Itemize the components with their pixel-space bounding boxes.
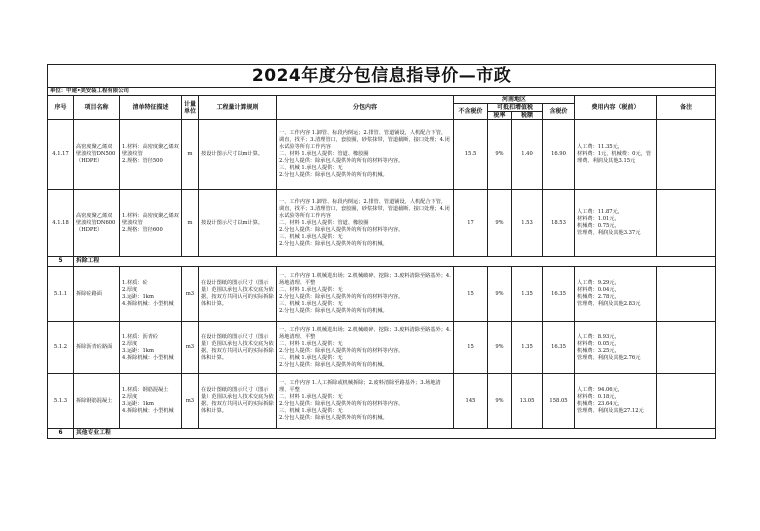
header-feature: 清单特征描述 bbox=[120, 96, 182, 120]
row-tax-rate: 9% bbox=[488, 267, 512, 322]
row-content: 一、工作内容 1.机械进出场；2.机械破碎、挖除；3.废料清除至路基外；4.场地清理、平整 二、材料 1.承包人提供：无 2.分包人提供：除承包人提供外的所有的材料等内容。 三、机械 1.承包人提供：无 2.分包人提供：除承包人提供外的所有的机械。 bbox=[277, 322, 454, 374]
section-row bbox=[48, 257, 716, 267]
row-rule: 在设计图纸的图示尺寸（图示量）范围以承包人技术交底为依据，按双方共同认可的实际拆除体积计算。 bbox=[199, 267, 277, 322]
row-remark bbox=[657, 120, 716, 190]
header-tax-amount: 税额 bbox=[512, 112, 543, 120]
row-incl-tax: 16.90 bbox=[543, 120, 575, 190]
row-unit: m3 bbox=[182, 374, 199, 429]
row-tax-amount: 1.35 bbox=[512, 322, 543, 374]
row-tax-amount: 13.05 bbox=[512, 374, 543, 429]
unit-label: 单位：中建•美安装工程有限公司 bbox=[48, 88, 716, 96]
price-table bbox=[47, 64, 716, 439]
header-region: 河南地区 bbox=[454, 96, 575, 104]
row-rule: 在设计图纸的图示尺寸（图示量）范围以承包人技术交底为依据，按双方共同认可的实际拆除体积计算。 bbox=[199, 322, 277, 374]
row-name: 拆除钢筋混凝土 bbox=[74, 374, 120, 429]
row-tax-rate: 9% bbox=[488, 374, 512, 429]
row-excl-tax: 145 bbox=[454, 374, 488, 429]
row-seq: 4.1.17 bbox=[48, 120, 74, 190]
row-remark bbox=[657, 267, 716, 322]
row-tax-rate: 9% bbox=[488, 190, 512, 257]
header-incl-tax: 含税价 bbox=[543, 104, 575, 120]
table-row bbox=[48, 267, 716, 322]
table-row bbox=[48, 322, 716, 374]
row-content: 一、工作内容 1.机械进出场；2.机械破碎、挖除；3.废料清除至路基外；4.场地清理、平整 二、材料 1.承包人提供：无 2.分包人提供：除承包人提供外的所有的材料等内容。 三、机械 1.承包人提供：无 2.分包人提供：除承包人提供外的所有的机械。 bbox=[277, 267, 454, 322]
row-remark bbox=[657, 374, 716, 429]
row-seq: 5.1.3 bbox=[48, 374, 74, 429]
section-number: 6 bbox=[48, 429, 74, 439]
header-tax-rate: 税率 bbox=[488, 112, 512, 120]
row-tax-rate: 9% bbox=[488, 322, 512, 374]
header-fee: 费用内容（税前） bbox=[575, 96, 657, 120]
row-incl-tax: 18.53 bbox=[543, 190, 575, 257]
row-name: 高密度聚乙烯双壁波纹管DN600（HDPE） bbox=[74, 190, 120, 257]
section-label: 其他专业工程 bbox=[74, 429, 716, 439]
row-rule: 在设计图纸的图示尺寸（图示量）范围以承包人技术交底为依据，按双方共同认可的实际拆除体积计算。 bbox=[199, 374, 277, 429]
row-feature: 1.材料：高密度聚乙烯双壁波纹管 2.规格：管径600 bbox=[120, 190, 182, 257]
row-remark bbox=[657, 190, 716, 257]
row-fee: 人工费：9.29元， 材料费：0.04元， 机械费：2.78元， 管理费、利润及其他2.83元 bbox=[575, 267, 657, 322]
table-row bbox=[48, 120, 716, 190]
row-tax-amount: 1.35 bbox=[512, 267, 543, 322]
table-row bbox=[48, 374, 716, 429]
row-unit: m3 bbox=[182, 267, 199, 322]
header-vat: 可抵扣增值税 bbox=[488, 104, 543, 112]
row-content: 一、工作内容 1.卸管、标段内倒运；2.排管、管道铺设，人机配合下管，调直，找平；3.清理管口，套胶圈，砂浆抹带，管道截断、接口处理；4.闭水试验等所有工作内容 二、材料 1.承包人提供：管道、橡胶圈 2.分包人提供：除承包人提供外的所有的材料等内容。 三、机械 1.承包人提供：无 2.分包人提供：除承包人提供外的所有的机械。 bbox=[277, 190, 454, 257]
row-remark bbox=[657, 322, 716, 374]
table-row bbox=[48, 190, 716, 257]
header-content: 分包内容 bbox=[277, 96, 454, 120]
row-tax-rate: 9% bbox=[488, 120, 512, 190]
row-excl-tax: 15 bbox=[454, 322, 488, 374]
row-feature: 1.材料：高密度聚乙烯双壁波纹管 2.规格：管径500 bbox=[120, 120, 182, 190]
row-fee: 人工费：94.06元， 材料费：0.18元， 机械费：23.64元， 管理费、利润及其他27.12元 bbox=[575, 374, 657, 429]
header-seq: 序号 bbox=[48, 96, 74, 120]
row-incl-tax: 16.35 bbox=[543, 267, 575, 322]
row-seq: 5.1.2 bbox=[48, 322, 74, 374]
row-name: 高密度聚乙烯双壁波纹管DN500（HDPE） bbox=[74, 120, 120, 190]
row-content: 一、工作内容 1.人工拆除或机械拆除；2.废料清除至路基外；3.场地清理、平整 二、材料 1.承包人提供：无 2.分包人提供：除承包人提供外的所有的材料等内容。 三、机械 1.承包人提供：无 2.分包人提供：除承包人提供外的所有的机械。 bbox=[277, 374, 454, 429]
row-excl-tax: 15.5 bbox=[454, 120, 488, 190]
header-name: 项目名称 bbox=[74, 96, 120, 120]
row-rule: 按设计图示尺寸以m计算。 bbox=[199, 120, 277, 190]
row-incl-tax: 158.05 bbox=[543, 374, 575, 429]
row-seq: 4.1.18 bbox=[48, 190, 74, 257]
section-row bbox=[48, 429, 716, 439]
header-rule: 工程量计算规则 bbox=[199, 96, 277, 120]
row-fee: 人工费：11.87元， 材料费：1.01元， 机械费：0.75元， 管理费、利润及其他3.37元 bbox=[575, 190, 657, 257]
row-rule: 按设计图示尺寸以m计算。 bbox=[199, 190, 277, 257]
row-feature: 1.材质：钢筋混凝土 2.厚度 3.运距：1km 4.拆除机械：小型机械 bbox=[120, 374, 182, 429]
row-fee: 人工费：11.35元， 材料费：1元，机械费：0元，管理费、利润及其他3.15元 bbox=[575, 120, 657, 190]
row-excl-tax: 17 bbox=[454, 190, 488, 257]
row-excl-tax: 15 bbox=[454, 267, 488, 322]
header-excl-tax: 不含税价 bbox=[454, 104, 488, 120]
row-incl-tax: 16.35 bbox=[543, 322, 575, 374]
header-unit: 计量单位 bbox=[182, 96, 199, 120]
row-unit: m bbox=[182, 120, 199, 190]
section-label: 拆除工程 bbox=[74, 257, 716, 267]
row-fee: 人工费：8.93元， 材料费：0.05元， 机械费：3.25元， 管理费、利润及其他2.76元 bbox=[575, 322, 657, 374]
row-unit: m3 bbox=[182, 322, 199, 374]
row-seq: 5.1.1 bbox=[48, 267, 74, 322]
header-remark: 备注 bbox=[657, 96, 716, 120]
row-content: 一、工作内容 1.卸管、标段内倒运；2.排管、管道铺设，人机配合下管，调直，找平；3.清理管口，套胶圈，砂浆抹带，管道截断、接口处理；4.闭水试验等所有工作内容 二、材料 1.承包人提供：管道、橡胶圈 2.分包人提供：除承包人提供外的所有的材料等内容。 三、机械 1.承包人提供：无 2.分包人提供：除承包人提供外的所有的机械。 bbox=[277, 120, 454, 190]
row-feature: 1.材质：砼 2.厚度 3.运距：1km 4.拆除机械：小型机械 bbox=[120, 267, 182, 322]
section-number: 5 bbox=[48, 257, 74, 267]
row-unit: m bbox=[182, 190, 199, 257]
row-tax-amount: 1.53 bbox=[512, 190, 543, 257]
row-feature: 1.材质：沥青砼 2.厚度 3.运距：1km 4.拆除机械：小型机械 bbox=[120, 322, 182, 374]
row-name: 拆除砼路面 bbox=[74, 267, 120, 322]
page-title: 2024年度分包信息指导价—市政 bbox=[48, 65, 716, 88]
row-tax-amount: 1.40 bbox=[512, 120, 543, 190]
price-sheet bbox=[47, 64, 715, 439]
row-name: 拆除沥青砼路面 bbox=[74, 322, 120, 374]
